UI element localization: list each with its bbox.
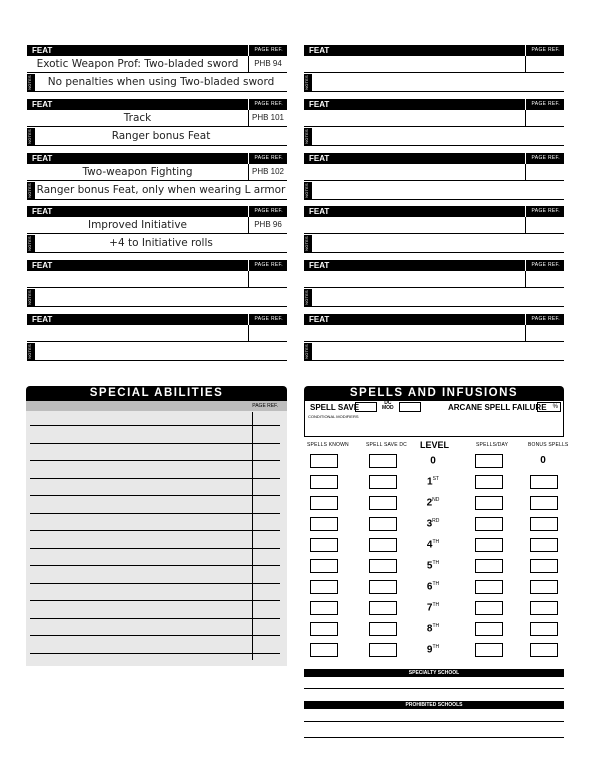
spell-level-suffix: ND	[432, 497, 440, 503]
spells-known-box[interactable]	[310, 454, 338, 468]
spells-per-day-box[interactable]	[475, 559, 503, 573]
special-ability-row-line[interactable]	[30, 425, 280, 426]
special-ability-row-line[interactable]	[30, 548, 280, 549]
dc-label: DC	[384, 400, 392, 406]
feat-block	[27, 153, 287, 200]
feat-notes-field[interactable]: Ranger bonus Feat, only when wearing L armor	[35, 182, 287, 200]
feat-notes-tab	[27, 74, 35, 92]
spell-save-dc-box[interactable]	[369, 580, 397, 594]
feat-notes-field[interactable]	[312, 128, 564, 146]
bonus-spells-box[interactable]	[530, 643, 558, 657]
spell-save-dc-box[interactable]	[369, 601, 397, 615]
feat-page-ref-field[interactable]	[525, 217, 564, 234]
bonus-spells-box[interactable]	[530, 496, 558, 510]
special-ability-row-line[interactable]	[30, 513, 280, 514]
spell-save-label: SPELL SAVE	[310, 403, 360, 412]
feat-page-ref-label: PAGE REF.	[531, 155, 560, 161]
feat-label: FEAT	[32, 315, 53, 324]
feat-page-ref-field[interactable]	[525, 271, 564, 288]
spells-per-day-box[interactable]	[475, 517, 503, 531]
spells-known-box[interactable]	[310, 475, 338, 489]
feat-notes-field[interactable]	[312, 182, 564, 200]
special-abilities-column-divider	[252, 412, 253, 660]
feat-label: FEAT	[32, 46, 53, 55]
spell-save-box[interactable]	[355, 402, 377, 412]
spells-known-box[interactable]	[310, 538, 338, 552]
feat-notes-label: NOTES	[26, 290, 32, 305]
feat-block	[304, 99, 564, 146]
percent-symbol: %	[552, 404, 558, 410]
spells-known-box[interactable]	[310, 601, 338, 615]
feat-notes-field[interactable]	[35, 289, 287, 307]
special-ability-row-line[interactable]	[30, 530, 280, 531]
feat-page-ref-field[interactable]: PHB 94	[248, 56, 287, 73]
col-level: LEVEL	[420, 440, 450, 450]
specialty-school-label: SPECIALTY SCHOOL	[304, 669, 564, 677]
spells-known-box[interactable]	[310, 643, 338, 657]
feat-header-bar	[304, 260, 564, 271]
feat-notes-label: NOTES	[303, 236, 309, 251]
special-ability-row-line[interactable]	[30, 583, 280, 584]
col-bonus-spells: BONUS SPELLS	[528, 442, 569, 448]
special-ability-row-line[interactable]	[30, 443, 280, 444]
spells-per-day-box[interactable]	[475, 580, 503, 594]
feat-name-field[interactable]: Exotic Weapon Prof: Two-bladed sword	[27, 56, 248, 73]
feat-header-divider	[525, 45, 526, 56]
feat-notes-label: NOTES	[303, 344, 309, 359]
feat-label: FEAT	[32, 261, 53, 270]
conditional-modifiers-label: CONDITIONAL MODIFIERS	[308, 414, 359, 419]
special-abilities-body	[26, 411, 287, 666]
feat-notes-tab	[304, 289, 312, 307]
feat-notes-label: NOTES	[303, 183, 309, 198]
spell-level-number: 9	[426, 644, 433, 656]
feat-notes-label: NOTES	[26, 75, 32, 90]
bonus-spells-box[interactable]	[530, 622, 558, 636]
feat-label: FEAT	[309, 46, 330, 55]
special-ability-row-line[interactable]	[30, 495, 280, 496]
feat-label: FEAT	[309, 100, 330, 109]
spells-per-day-box[interactable]	[475, 496, 503, 510]
spell-level-label	[418, 560, 448, 571]
feat-name-field[interactable]	[304, 217, 525, 234]
bonus-spells-box[interactable]	[530, 538, 558, 552]
feat-header-divider	[525, 314, 526, 325]
feat-page-ref-field[interactable]	[248, 271, 287, 288]
feat-page-ref-field[interactable]	[525, 56, 564, 73]
bonus-spells-box[interactable]	[530, 559, 558, 573]
arcane-spell-failure-box[interactable]	[537, 402, 561, 412]
prohibited-schools-line-2[interactable]	[304, 737, 564, 738]
feat-label: FEAT	[309, 315, 330, 324]
spell-level-label	[418, 497, 448, 508]
feat-page-ref-label: PAGE REF.	[531, 262, 560, 268]
special-ability-row-line[interactable]	[30, 478, 280, 479]
special-abilities-title: SPECIAL ABILITIES	[26, 386, 287, 401]
special-abilities-subheader	[26, 401, 287, 411]
spell-level-suffix: TH	[432, 602, 440, 608]
feat-header-divider	[248, 260, 249, 271]
feat-header-bar	[304, 206, 564, 217]
feat-name-field[interactable]	[27, 271, 248, 288]
spells-known-box[interactable]	[310, 580, 338, 594]
feat-header-divider	[248, 314, 249, 325]
bonus-spells-box[interactable]	[530, 580, 558, 594]
feat-header-divider	[525, 99, 526, 110]
feat-notes-tab	[27, 128, 35, 146]
feat-block	[304, 260, 564, 307]
feat-name-field[interactable]	[304, 56, 525, 73]
feat-notes-label: NOTES	[26, 183, 32, 198]
col-spells-known: SPELLS KNOWN	[307, 442, 349, 448]
feat-page-ref-label: PAGE REF.	[531, 208, 560, 214]
feat-notes-field[interactable]	[312, 343, 564, 361]
feat-page-ref-label: PAGE REF.	[254, 316, 283, 322]
feat-notes-tab	[304, 74, 312, 92]
spell-level-number: 8	[426, 623, 433, 635]
spell-level-number: 3	[426, 518, 433, 530]
feat-notes-label: NOTES	[26, 236, 32, 251]
feat-label: FEAT	[32, 207, 53, 216]
special-ability-row-line[interactable]	[30, 460, 280, 461]
spell-save-dc-box[interactable]	[369, 559, 397, 573]
feat-block	[27, 260, 287, 307]
spell-level-number: 4	[426, 539, 433, 551]
dc-mod-label	[382, 401, 394, 411]
feat-block	[304, 314, 564, 361]
feat-notes-tab	[27, 235, 35, 253]
bonus-spells-zero: 0	[540, 455, 546, 466]
bonus-spells-box[interactable]	[530, 475, 558, 489]
feat-notes-tab	[304, 343, 312, 361]
feat-header-divider	[525, 206, 526, 217]
feat-notes-tab	[27, 289, 35, 307]
specialty-school-line[interactable]	[304, 688, 564, 689]
feat-notes-label: NOTES	[26, 129, 32, 144]
spells-known-box[interactable]	[310, 496, 338, 510]
feat-name-field[interactable]	[304, 325, 525, 342]
feat-header-divider	[248, 206, 249, 217]
special-ability-row-line[interactable]	[30, 618, 280, 619]
feat-header-bar	[27, 260, 287, 271]
special-ability-row-line[interactable]	[30, 600, 280, 601]
feat-name-field[interactable]	[304, 110, 525, 127]
feat-name-field[interactable]: Track	[27, 110, 248, 127]
feat-page-ref-label: PAGE REF.	[254, 155, 283, 161]
spell-save-dc-box[interactable]	[369, 454, 397, 468]
spells-per-day-box[interactable]	[475, 538, 503, 552]
spell-level-suffix: TH	[432, 623, 440, 629]
feat-block	[304, 206, 564, 253]
feat-header-bar	[304, 45, 564, 56]
spell-save-dc-box[interactable]	[369, 475, 397, 489]
spells-title: SPELLS AND INFUSIONS	[304, 386, 564, 401]
spells-known-box[interactable]	[310, 622, 338, 636]
spell-level-label	[418, 581, 448, 592]
spells-known-box[interactable]	[310, 517, 338, 531]
feat-page-ref-label: PAGE REF.	[254, 47, 283, 53]
feat-notes-tab	[27, 182, 35, 200]
feat-header-divider	[525, 260, 526, 271]
spell-level-suffix: RD	[432, 518, 440, 524]
feat-header-divider	[248, 153, 249, 164]
feat-header-bar	[27, 206, 287, 217]
special-ability-row-line[interactable]	[30, 653, 280, 654]
feat-block	[27, 206, 287, 253]
feat-page-ref-field[interactable]	[525, 110, 564, 127]
spell-save-dc-box[interactable]	[369, 643, 397, 657]
col-spells-per-day: SPELLS/DAY	[476, 442, 509, 448]
special-ability-row-line[interactable]	[30, 565, 280, 566]
spell-save-dc-box[interactable]	[369, 517, 397, 531]
spell-level-number: 5	[426, 560, 433, 572]
feat-header-divider	[525, 153, 526, 164]
feat-block	[27, 314, 287, 361]
spell-level-label	[418, 644, 448, 655]
feat-name-field[interactable]	[304, 271, 525, 288]
feat-page-ref-field[interactable]: PHB 96	[248, 217, 287, 234]
feat-header-bar	[304, 314, 564, 325]
feat-notes-label: NOTES	[303, 75, 309, 90]
spell-level-number: 7	[426, 602, 433, 614]
feat-notes-field[interactable]: No penalties when using Two-bladed sword	[35, 74, 287, 92]
feat-notes-tab	[27, 343, 35, 361]
spell-level-suffix: TH	[432, 539, 440, 545]
feat-notes-tab	[304, 128, 312, 146]
feat-page-ref-label: PAGE REF.	[531, 316, 560, 322]
feat-page-ref-label: PAGE REF.	[531, 47, 560, 53]
feat-notes-field[interactable]: +4 to Initiative rolls	[35, 235, 287, 253]
spell-level-suffix: TH	[432, 644, 440, 650]
feat-notes-field[interactable]: Ranger bonus Feat	[35, 128, 287, 146]
spell-level-number: 6	[426, 581, 433, 593]
spell-level-suffix: TH	[432, 581, 440, 587]
feat-header-bar	[27, 314, 287, 325]
col-spell-save-dc: SPELL SAVE DC	[366, 442, 407, 448]
spells-per-day-box[interactable]	[475, 454, 503, 468]
prohibited-schools-label: PROHIBITED SCHOOLS	[304, 701, 564, 709]
feat-notes-label: NOTES	[303, 290, 309, 305]
feat-label: FEAT	[309, 154, 330, 163]
spells-per-day-box[interactable]	[475, 622, 503, 636]
feat-header-divider	[248, 99, 249, 110]
spell-save-dc-box[interactable]	[369, 622, 397, 636]
feat-page-ref-label: PAGE REF.	[254, 101, 283, 107]
feat-name-field[interactable]	[27, 325, 248, 342]
feat-label: FEAT	[32, 154, 53, 163]
prohibited-schools-line-1[interactable]	[304, 721, 564, 722]
feat-notes-label: NOTES	[303, 129, 309, 144]
feat-notes-field[interactable]	[312, 235, 564, 253]
spells-per-day-box[interactable]	[475, 475, 503, 489]
special-abilities-page-ref-label: PAGE REF.	[252, 403, 278, 409]
feat-name-field[interactable]: Two-weapon Fighting	[27, 164, 248, 181]
spell-level-number: 1	[427, 476, 433, 488]
spell-level-label	[418, 602, 448, 613]
feat-name-field[interactable]: Improved Initiative	[27, 217, 248, 234]
spell-level-label	[418, 518, 448, 529]
spells-known-box[interactable]	[310, 559, 338, 573]
spell-save-dc-box[interactable]	[369, 496, 397, 510]
spell-save-dc-box[interactable]	[369, 538, 397, 552]
feat-page-ref-field[interactable]: PHB 102	[248, 164, 287, 181]
feat-header-bar	[304, 153, 564, 164]
feat-header-bar	[27, 99, 287, 110]
feat-page-ref-label: PAGE REF.	[254, 262, 283, 268]
feat-label: FEAT	[309, 207, 330, 216]
spell-level-suffix: ST	[432, 476, 439, 482]
feat-page-ref-label: PAGE REF.	[531, 101, 560, 107]
feat-page-ref-field[interactable]	[525, 325, 564, 342]
feat-notes-tab	[304, 182, 312, 200]
feat-label: FEAT	[32, 100, 53, 109]
spells-per-day-box[interactable]	[475, 601, 503, 615]
feat-block	[27, 45, 287, 92]
spell-level-label	[418, 623, 448, 634]
feat-header-bar	[27, 45, 287, 56]
feat-header-divider	[248, 45, 249, 56]
spell-level-number: 0	[430, 455, 436, 467]
feat-block	[27, 99, 287, 146]
spell-level-label	[418, 539, 448, 550]
feat-page-ref-field[interactable]: PHB 101	[248, 110, 287, 127]
feat-page-ref-field[interactable]	[525, 164, 564, 181]
dc-mod-box[interactable]	[399, 402, 421, 412]
feat-notes-tab	[304, 235, 312, 253]
feat-notes-field[interactable]	[312, 74, 564, 92]
feat-page-ref-label: PAGE REF.	[254, 208, 283, 214]
feat-name-field[interactable]	[304, 164, 525, 181]
spell-level-label	[418, 455, 448, 466]
feat-notes-field[interactable]	[35, 343, 287, 361]
feat-block	[304, 45, 564, 92]
special-ability-row-line[interactable]	[30, 635, 280, 636]
spell-level-label	[418, 476, 448, 487]
bonus-spells-box[interactable]	[530, 517, 558, 531]
arcane-spell-failure-label: ARCANE SPELL FAILURE	[448, 403, 547, 412]
feat-label: FEAT	[309, 261, 330, 270]
bonus-spells-box[interactable]	[530, 601, 558, 615]
spell-level-suffix: TH	[432, 560, 440, 566]
feat-notes-field[interactable]	[312, 289, 564, 307]
feat-block	[304, 153, 564, 200]
spell-level-number: 2	[426, 497, 433, 509]
spells-per-day-box[interactable]	[475, 643, 503, 657]
feat-header-bar	[304, 99, 564, 110]
feat-page-ref-field[interactable]	[248, 325, 287, 342]
mod-label: MOD	[382, 405, 394, 411]
feat-notes-label: NOTES	[26, 344, 32, 359]
feat-header-bar	[27, 153, 287, 164]
